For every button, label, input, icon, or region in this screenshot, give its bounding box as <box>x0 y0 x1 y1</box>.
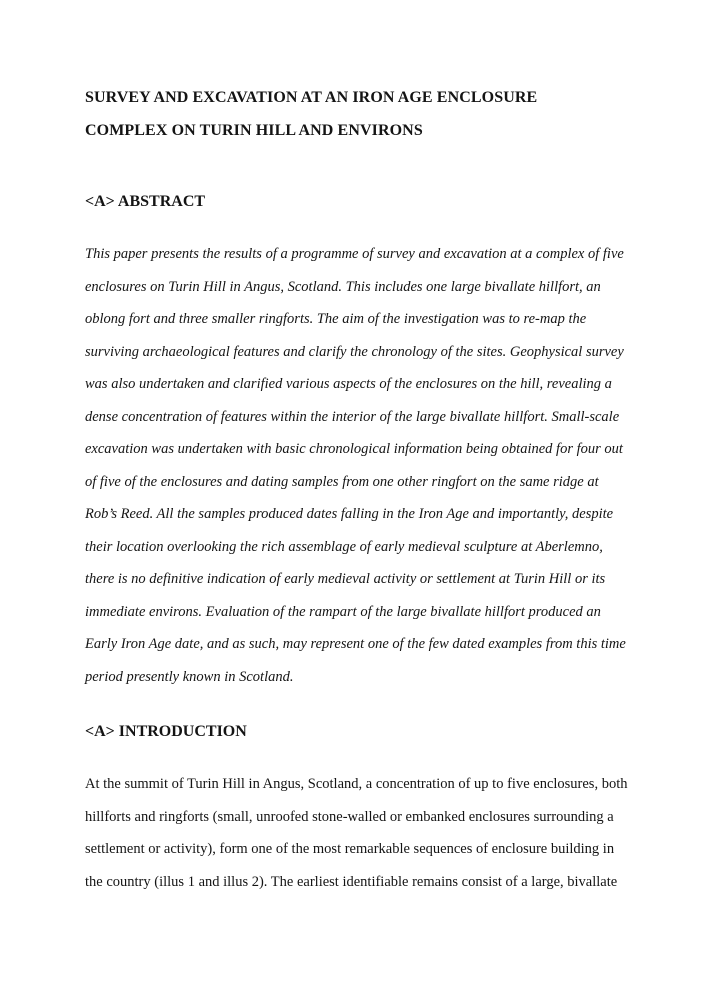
document-title-line: SURVEY AND EXCAVATION AT AN IRON AGE ENCLOSURE <box>85 89 538 106</box>
paragraph-line: period presently known in Scotland. <box>85 668 294 685</box>
document-title <box>85 82 625 147</box>
abstract-section-heading: <A> ABSTRACT <box>85 193 206 210</box>
abstract-paragraph <box>85 238 625 693</box>
paragraph-line: Early Iron Age date, and as such, may represent one of the few dated examples from this time <box>85 636 626 652</box>
paragraph-line: was also undertaken and clarified various aspects of the enclosures on the hill, revealing a <box>85 376 612 392</box>
paragraph-line: At the summit of Turin Hill in Angus, Scotland, a concentration of up to five enclosures, both <box>85 776 628 792</box>
paragraph-line: of five of the enclosures and dating samples from one other ringfort on the same ridge at <box>85 473 599 490</box>
paragraph-line: immediate environs. Evaluation of the rampart of the large bivallate hillfort produced an <box>85 603 601 620</box>
paragraph-line: excavation was undertaken with basic chronological information being obtained for four out <box>85 441 623 457</box>
paragraph-line: the country (illus 1 and illus 2). The earliest identifiable remains consist of a large, bivallate <box>85 873 618 890</box>
paragraph-line: settlement or activity), form one of the most remarkable sequences of enclosure building in <box>85 841 615 857</box>
paragraph-line: This paper presents the results of a programme of survey and excavation at a complex of five <box>85 246 624 262</box>
introduction-section-heading: <A> INTRODUCTION <box>85 723 247 740</box>
paragraph-line: there is no definitive indication of early medieval activity or settlement at Turin Hill or its <box>85 571 606 587</box>
paragraph-line: dense concentration of features within the interior of the large bivallate hillfort. Small-scale <box>85 408 620 425</box>
paragraph-line: surviving archaeological features and clarify the chronology of the sites. Geophysical survey <box>85 343 624 360</box>
introduction-paragraph <box>85 768 628 898</box>
paragraph-line: enclosures on Turin Hill in Angus, Scotland. This includes one large bivallate hillfort, an <box>85 278 601 295</box>
document-title-line: COMPLEX ON TURIN HILL AND ENVIRONS <box>85 121 423 139</box>
paragraph-line: oblong fort and three smaller ringforts. The aim of the investigation was to re-map the <box>85 311 587 327</box>
paragraph-line: Rob’s Reed. All the samples produced dates falling in the Iron Age and importantly, despite <box>85 506 614 522</box>
paragraph-line: hillforts and ringforts (small, unroofed stone-walled or embanked enclosures surrounding a <box>85 808 614 825</box>
paragraph-line: their location overlooking the rich assemblage of early medieval sculpture at Aberlemno, <box>85 538 603 555</box>
